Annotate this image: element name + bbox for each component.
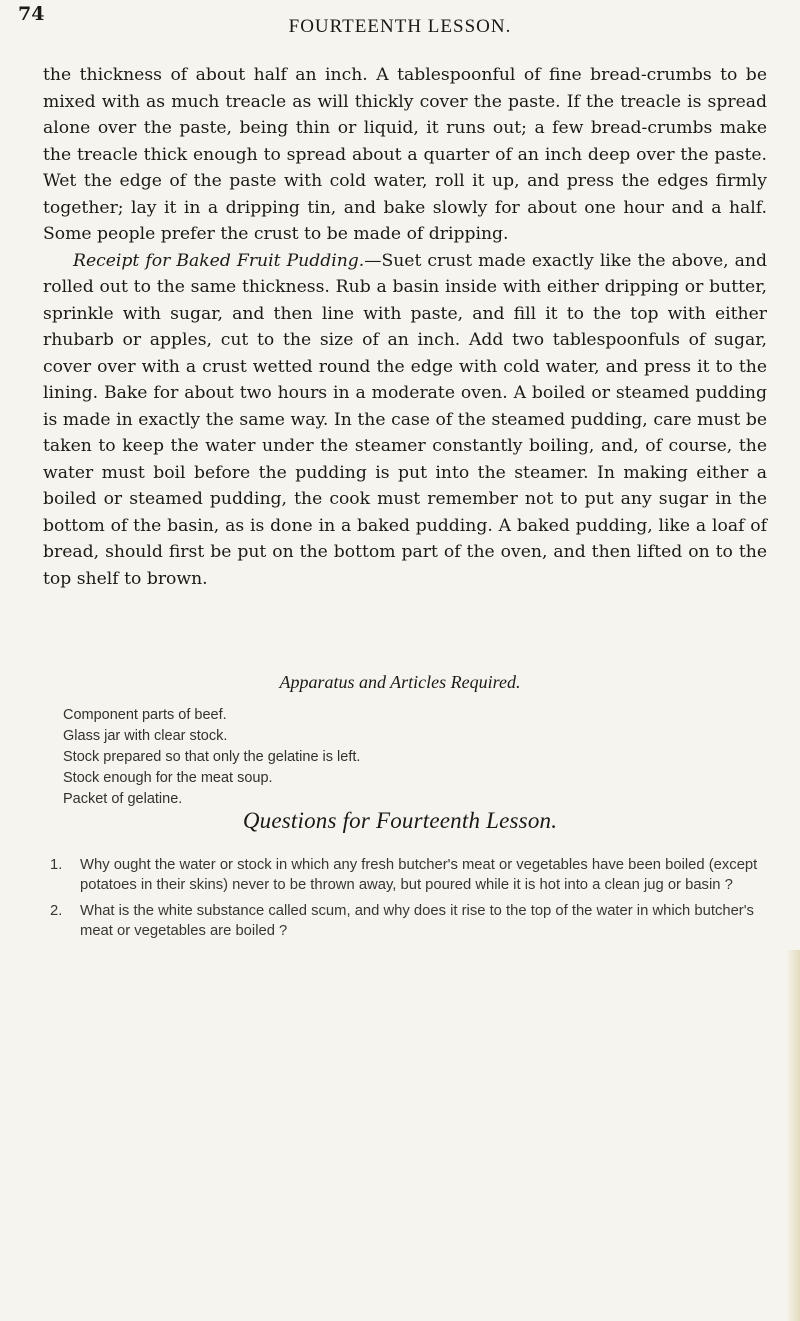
questions-title: Questions for Fourteenth Lesson. xyxy=(242,808,558,833)
running-head: FOURTEENTH LESSON. xyxy=(288,16,512,37)
question-number: 1. xyxy=(50,857,63,873)
recipe-text: Suet crust made exactly like the above, and rolled out to the same thickness. Rub a basin inside with either dripping or butter, sprinkle with sugar, and then line with paste, and fill it to the top with either rhubarb or apples, cut to the size of an inch. Add two tablespoonfuls of sugar, cover over with a crust wetted round the edge with cold water, and press it to the lining. Bake for about two hours in a moderate oven. A boiled or steamed pudding is made in exactly the same way. In the case of the steamed pudding, care must be taken to keep the water under the steamer constantly boiling, and, of course, the water must boil before the pudding is put into the steamer. In making either a boiled or steamed pudding, the cook must remember not to put any sugar in the bottom of the basin, as is done in a baked pudding. A baked pudding, like a loaf of bread, should first be put on the bottom part of the oven, and then lifted on to the top shelf to brown. xyxy=(43,250,767,589)
questions-list xyxy=(50,855,770,947)
page-edge-shadow xyxy=(786,950,800,1321)
apparatus-list xyxy=(63,705,763,810)
lesson-text xyxy=(43,62,767,592)
apparatus-title: Apparatus and Articles Required. xyxy=(279,672,521,692)
question-item xyxy=(50,855,770,895)
question-number: 2. xyxy=(50,903,63,919)
apparatus-item: Component parts of beef. xyxy=(63,707,227,723)
apparatus-item: Glass jar with clear stock. xyxy=(63,728,228,744)
apparatus-item: Stock prepared so that only the gelatine is left. xyxy=(63,749,361,765)
question-item xyxy=(50,901,770,941)
recipe-dash: — xyxy=(364,250,382,271)
apparatus-item: Packet of gelatine. xyxy=(63,791,183,807)
paragraph-treacle-pudding: the thickness of about half an inch. A tablespoonful of fine bread-crumbs to be mixed with as much treacle as will thickly cover the paste. If the treacle is spread alone over the paste, being thin or liquid, it runs out; a few bread-crumbs make the treacle thick enough to spread about a quarter of an inch deep over the paste. Wet the edge of the paste with cold water, roll it up, and press the edges firmly together; lay it in a dripping tin, and bake slowly for about one hour and a half. Some people prefer the crust to be made of dripping. xyxy=(43,65,767,244)
question-text: What is the white substance called scum, and why does it rise to the top of the water in which butcher's meat or vegetables are boiled ? xyxy=(80,903,754,939)
apparatus-item: Stock enough for the meat soup. xyxy=(63,770,273,786)
question-text: Why ought the water or stock in which any fresh butcher's meat or vegetables have been boiled (except potatoes in their skins) never to be thrown away, but poured while it is hot into a clean jug or basin ? xyxy=(80,857,758,893)
page-number: 74 xyxy=(18,3,45,25)
recipe-title: Receipt for Baked Fruit Pudding. xyxy=(73,250,365,271)
paragraph-baked-fruit-pudding xyxy=(43,248,767,593)
